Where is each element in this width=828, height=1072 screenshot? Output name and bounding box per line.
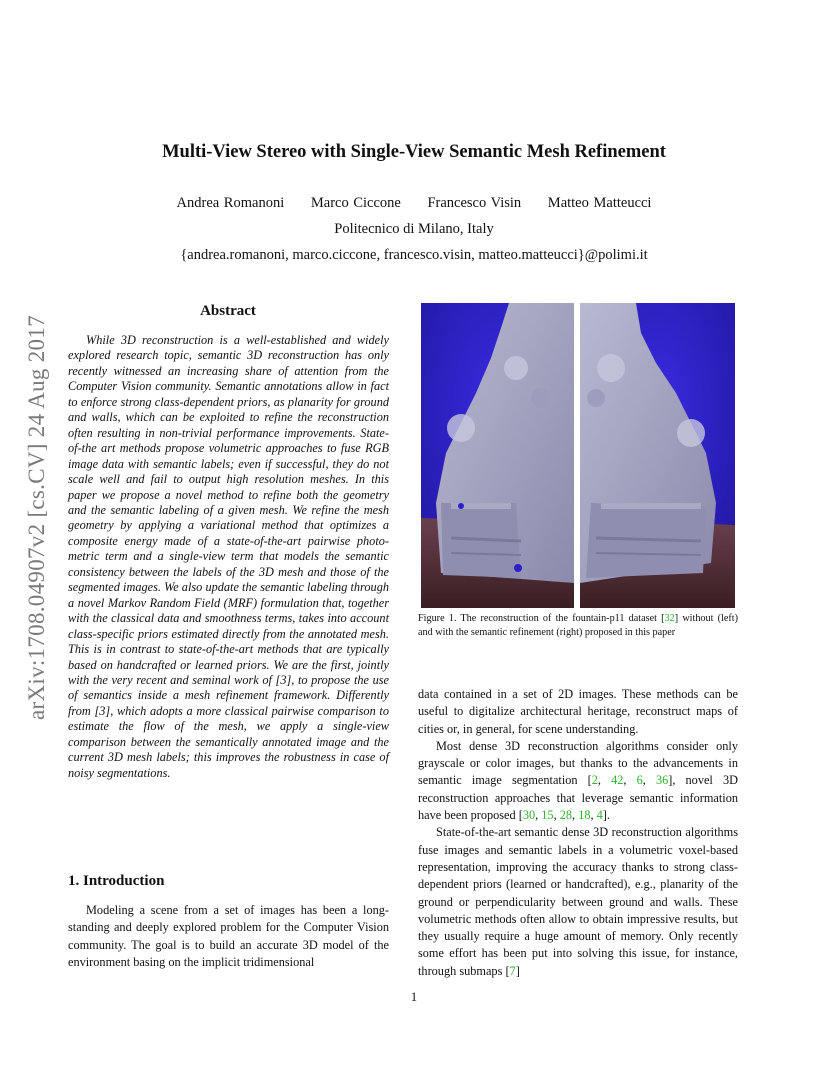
- citation-link[interactable]: 2: [591, 773, 598, 788]
- fountain-reconstruction-image: [421, 303, 735, 608]
- affiliation: Politecnico di Milano, Italy: [334, 221, 494, 237]
- citation-link[interactable]: 36: [655, 773, 669, 788]
- citation-link[interactable]: 15: [541, 808, 554, 823]
- arxiv-stamp: arXiv:1708.04907v2 [cs.CV] 24 Aug 2017: [24, 315, 49, 721]
- paragraph-text: ]: [515, 963, 520, 978]
- right-column: [418, 686, 738, 980]
- paragraph-text: ], novel 3D reconstruction approaches that leverage semantic information have been proposed [: [418, 773, 738, 823]
- introduction-heading: 1. Introduction: [68, 873, 165, 889]
- figure-1: [421, 303, 735, 608]
- left-panel: [421, 303, 574, 608]
- paragraph-text: State-of-the-art semantic dense 3D reconstruction algorithms fuse images and semantic labels in a volumetric voxel-based representation, improving the accuracy thanks to strong class-dependent priors (learned or handcrafted), e.g., planarity of the ground or perpendicularity between ground and walls. These volumetric methods often allow to obtain impressive results, but they usually require a huge amount of memory. Only recently some effort has been put into solving this issue, for instance, through submaps [: [418, 825, 738, 978]
- caption-text: Figure 1. The reconstruction of the fountain-p11 dataset [: [418, 613, 665, 624]
- caption-text: ] without (left) and with the semantic refinement (right) proposed in this paper: [418, 613, 738, 638]
- right-panel: [580, 303, 735, 608]
- citation-link[interactable]: 42: [611, 773, 624, 788]
- abstract-text: While 3D reconstruction is a well-established and widely explored research topic, semantic 3D reconstruction has only recently witnessed an increasing share of attention from the Computer Vision community. Semantic annotations allow in fact to enforce strong class-dependent priors, as planarity for ground and walls, which can be exploited to refine the reconstruction often resulting in non-trivial performance improvements. State-of-the art methods propose volumetric approaches to fuse RGB image data with semantic labels; even if successful, they do not scale well and fail to output high resolution meshes. In this paper we propose a novel method to refine both the geometry and the semantic labeling of a given mesh. We refine the mesh geometry by applying a variational method that optimizes a composite energy made of a state-of-the-art pairwise photo-metric term and a single-view term that models the semantic consistency between the labels of the 3D mesh and those of the segmented images. We also update the semantic labeling through a novel Markov Random Field (MRF) formulation that, together with the classical data and smoothness terms, takes into account class-specific priors estimated directly from the annotated mesh. This is in contrast to state-of-the-art methods that are typically based on handcrafted or learned priors. We are the first, jointly with the very recent and seminal work of [3], to propose the use of semantics inside a mesh refinement framework. Differently from [3], which adopts a more classical pairwise comparison to estimate the flow of the mesh, we apply a single-view comparison between the semantically annotated image and the current 3D mesh labels; this improves the robustness in case of noisy segmentations.: [68, 333, 389, 780]
- author-name: Matteo Matteucci: [547, 195, 652, 211]
- citation-link[interactable]: 28: [559, 808, 573, 823]
- page-number: 1: [410, 990, 418, 1004]
- citation-link[interactable]: 6: [636, 773, 643, 788]
- intro-paragraph: Modeling a scene from a set of images has been a long-standing and deeply explored problem for the Computer Vision community. The goal is to build an accurate 3D model of the environment basing on the implicit tridimensional: [68, 903, 389, 969]
- citation-link[interactable]: 4: [596, 808, 603, 823]
- body-paragraph: [418, 824, 738, 980]
- citation-link[interactable]: 30: [522, 808, 536, 823]
- body-paragraph: Most dense 3D reconstruction algorithms consider only grayscale or color images, but thanks to the advancements in semantic image segmentation [2, 42, 6, 36], novel 3D reconstruction approaches that leverage semantic information have been proposed [30, 15, 28, 18, 4].: [418, 738, 738, 823]
- author-emails: {andrea.romanoni, marco.ciccone, francesco.visin, matteo.matteucci}@polimi.it: [180, 247, 648, 263]
- body-paragraph: data contained in a set of 2D images. These methods can be useful to digitalize architectural heritage, reconstruct maps of cities or, in general, for scene understanding.: [418, 687, 738, 736]
- author-name: Marco Ciccone: [310, 195, 401, 211]
- citation-link[interactable]: 32: [664, 613, 675, 624]
- citation-link[interactable]: 7: [509, 963, 516, 978]
- figure-caption: [418, 612, 738, 640]
- citation-link[interactable]: 18: [578, 808, 591, 823]
- paper-title: Multi-View Stereo with Single-View Semantic Mesh Refinement: [162, 142, 666, 162]
- paragraph-text: ].: [602, 808, 610, 823]
- paragraph-text: Most dense 3D reconstruction algorithms consider only grayscale or color images, but thanks to the advancements in semantic image segmentation [: [418, 738, 738, 788]
- abstract-heading: Abstract: [200, 303, 256, 319]
- author-name: Francesco Visin: [427, 195, 522, 211]
- author-name: Andrea Romanoni: [176, 195, 285, 211]
- author-list: [0, 195, 828, 212]
